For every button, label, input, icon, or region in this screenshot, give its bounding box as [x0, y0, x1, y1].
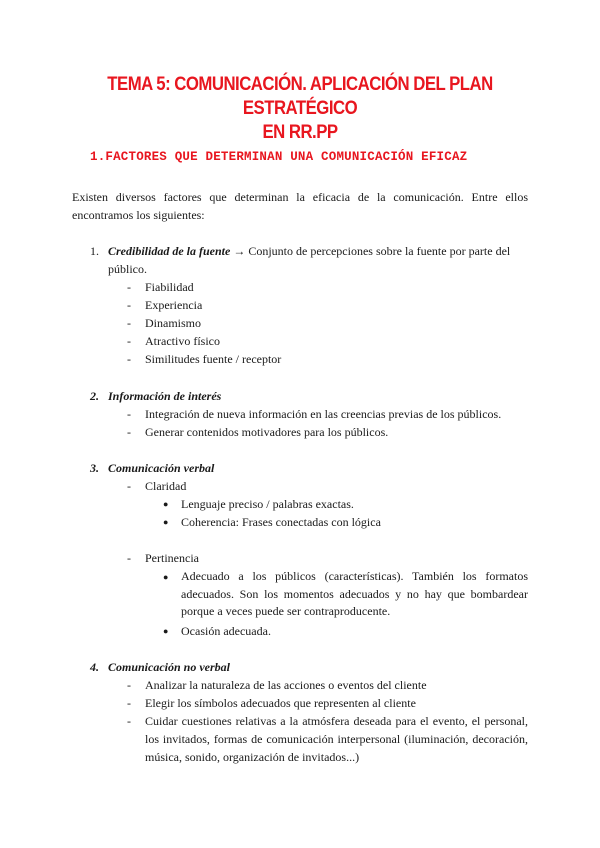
- list-item: Analizar la naturaleza de las acciones o eventos del cliente: [145, 678, 427, 692]
- dash-icon: -: [127, 479, 131, 493]
- item-2-title: Información de interés: [108, 389, 222, 403]
- dash-icon: -: [127, 551, 131, 565]
- dash-icon: -: [127, 696, 131, 710]
- list-item: Coherencia: Frases conectadas con lógica: [181, 515, 381, 529]
- item-3-number: 3.: [90, 461, 99, 475]
- dash-icon: -: [127, 298, 131, 312]
- arrow-icon: →: [233, 244, 246, 258]
- list-item: Dinamismo: [145, 316, 201, 330]
- list-item: Similitudes fuente / receptor: [145, 352, 282, 366]
- group-label-claridad: Claridad: [145, 479, 187, 493]
- list-item: Adecuado a los públicos (características). También los formatos adecuados. Son los momentos adecuados y no hay que bombardear porque a veces puede ser contraproducente.: [181, 569, 528, 618]
- item-4-number: 4.: [90, 660, 99, 674]
- list-item: Cuidar cuestiones relativas a la atmósfera deseada para el evento, el personal, los invitados, formas de comunicación interpersonal (iluminación, decoración, música, sonido, organización de invitados...): [145, 714, 528, 764]
- bullet-icon: ●: [163, 572, 169, 582]
- item-1-title: Credibilidad de la fuente: [108, 244, 231, 258]
- title-line-2: EN RR.PP: [262, 121, 338, 143]
- document-title: [94, 72, 507, 144]
- item-1-number: 1.: [90, 244, 99, 258]
- list-item: Generar contenidos motivadores para los públicos.: [145, 425, 389, 439]
- item-3-title: Comunicación verbal: [108, 461, 215, 475]
- list-item: Experiencia: [145, 298, 203, 312]
- item-2-number: 2.: [90, 389, 99, 403]
- list-item: Ocasión adecuada.: [181, 624, 271, 638]
- list-item: Lenguaje preciso / palabras exactas.: [181, 497, 354, 511]
- list-item: Atractivo físico: [145, 334, 220, 348]
- list-item: Integración de nueva información en las creencias previas de los públicos.: [145, 407, 502, 421]
- title-line-1: TEMA 5: COMUNICACIÓN. APLICACIÓN DEL PLAN ESTRATÉGICO: [107, 73, 493, 119]
- bullet-icon: ●: [163, 517, 169, 527]
- group-label-pertinencia: Pertinencia: [145, 551, 199, 565]
- list-item: Elegir los símbolos adecuados que representen al cliente: [145, 696, 416, 710]
- dash-icon: -: [127, 425, 131, 439]
- intro-paragraph: Existen diversos factores que determinan la eficacia de la comunicación. Entre ellos encontramos los siguientes:: [72, 190, 528, 222]
- item-4-title: Comunicación no verbal: [108, 660, 231, 674]
- dash-icon: -: [127, 714, 131, 728]
- item-1-heading-line: [108, 242, 510, 260]
- dash-icon: -: [127, 316, 131, 330]
- dash-icon: -: [127, 678, 131, 692]
- item-1-description: Conjunto de percepciones sobre la fuente por parte del: [248, 244, 511, 258]
- item-1-description-cont: público.: [108, 262, 147, 276]
- dash-icon: -: [127, 280, 131, 294]
- dash-icon: -: [127, 352, 131, 366]
- list-item: Fiabilidad: [145, 280, 194, 294]
- dash-icon: -: [127, 334, 131, 348]
- section-heading: 1.FACTORES QUE DETERMINAN UNA COMUNICACIÓN EFICAZ: [90, 150, 468, 164]
- bullet-icon: ●: [163, 626, 169, 636]
- bullet-icon: ●: [163, 499, 169, 509]
- dash-icon: -: [127, 407, 131, 421]
